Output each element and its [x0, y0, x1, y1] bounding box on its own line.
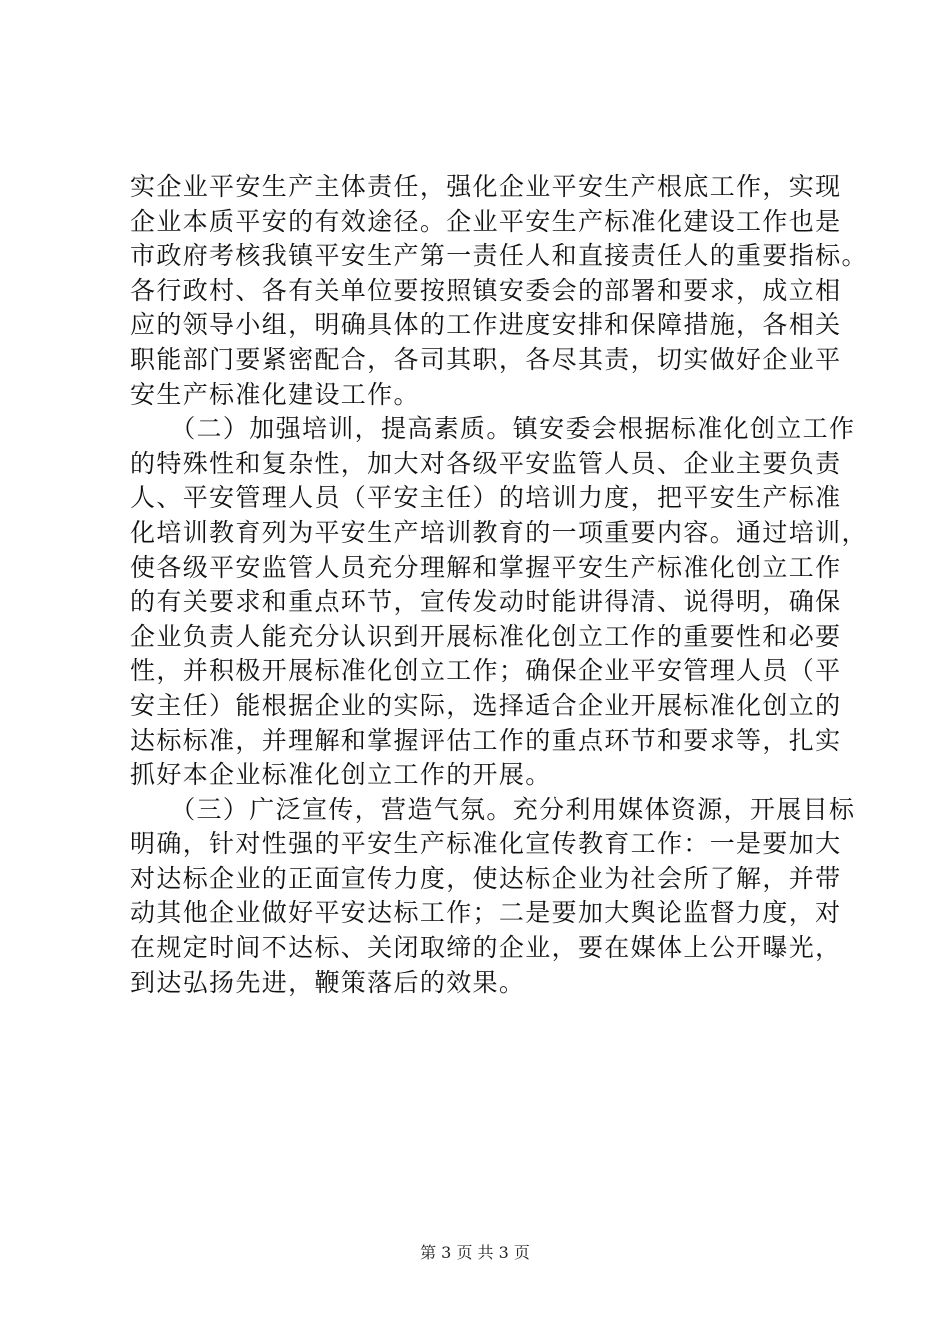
text-line: 的有关要求和重点环节，宣传发动时能讲得清、说得明，确保	[130, 587, 842, 617]
text-line: 应的领导小组，明确具体的工作进度安排和保障措施，各相关	[130, 310, 842, 340]
text-line: 对达标企业的正面宣传力度，使达标企业为社会所了解，并带	[130, 863, 842, 893]
text-line: 明确，针对性强的平安生产标准化宣传教育工作：一是要加大	[130, 829, 842, 859]
text-line: 到达弘扬先进，鞭策落后的效果。	[130, 967, 526, 997]
text-line: 动其他企业做好平安达标工作；二是要加大舆论监督力度，对	[130, 898, 842, 928]
text-line: 职能部门要紧密配合，各司其职，各尽其责，切实做好企业平	[130, 344, 842, 374]
text-line: 各行政村、各有关单位要按照镇安委会的部署和要求，成立相	[130, 275, 842, 305]
text-line: （三）广泛宣传，营造气氛。充分利用媒体资源，开展目标	[130, 794, 856, 824]
text-line: 的特殊性和复杂性，加大对各级平安监管人员、企业主要负责	[130, 448, 842, 478]
text-line: 企业本质平安的有效途径。企业平安生产标准化建设工作也是	[130, 206, 842, 236]
body-text	[130, 170, 868, 1000]
page-number-footer: 第 3 页 共 3 页	[420, 1243, 530, 1262]
text-line: 市政府考核我镇平安生产第一责任人和直接责任人的重要指标。	[130, 241, 868, 271]
text-line: 人、平安管理人员（平安主任）的培训力度，把平安生产标准	[130, 483, 842, 513]
text-line: 实企业平安生产主体责任，强化企业平安生产根底工作，实现	[130, 172, 842, 201]
text-line: 性，并积极开展标准化创立工作；确保企业平安管理人员（平	[130, 656, 842, 686]
text-line: 化培训教育列为平安生产培训教育的一项重要内容。通过培训，	[130, 517, 868, 547]
text-line: 抓好本企业标准化创立工作的开展。	[130, 760, 552, 790]
text-line: 安生产标准化建设工作。	[130, 379, 420, 409]
text-line: （二）加强培训，提高素质。镇安委会根据标准化创立工作	[130, 414, 856, 444]
text-line: 安主任）能根据企业的实际，选择适合企业开展标准化创立的	[130, 690, 842, 720]
text-line: 企业负责人能充分认识到开展标准化创立工作的重要性和必要	[130, 621, 842, 651]
text-line: 使各级平安监管人员充分理解和掌握平安生产标准化创立工作	[130, 552, 842, 582]
text-line: 在规定时间不达标、关闭取缔的企业，要在媒体上公开曝光，	[130, 933, 842, 963]
text-line: 达标标准，并理解和掌握评估工作的重点环节和要求等，扎实	[130, 725, 842, 755]
